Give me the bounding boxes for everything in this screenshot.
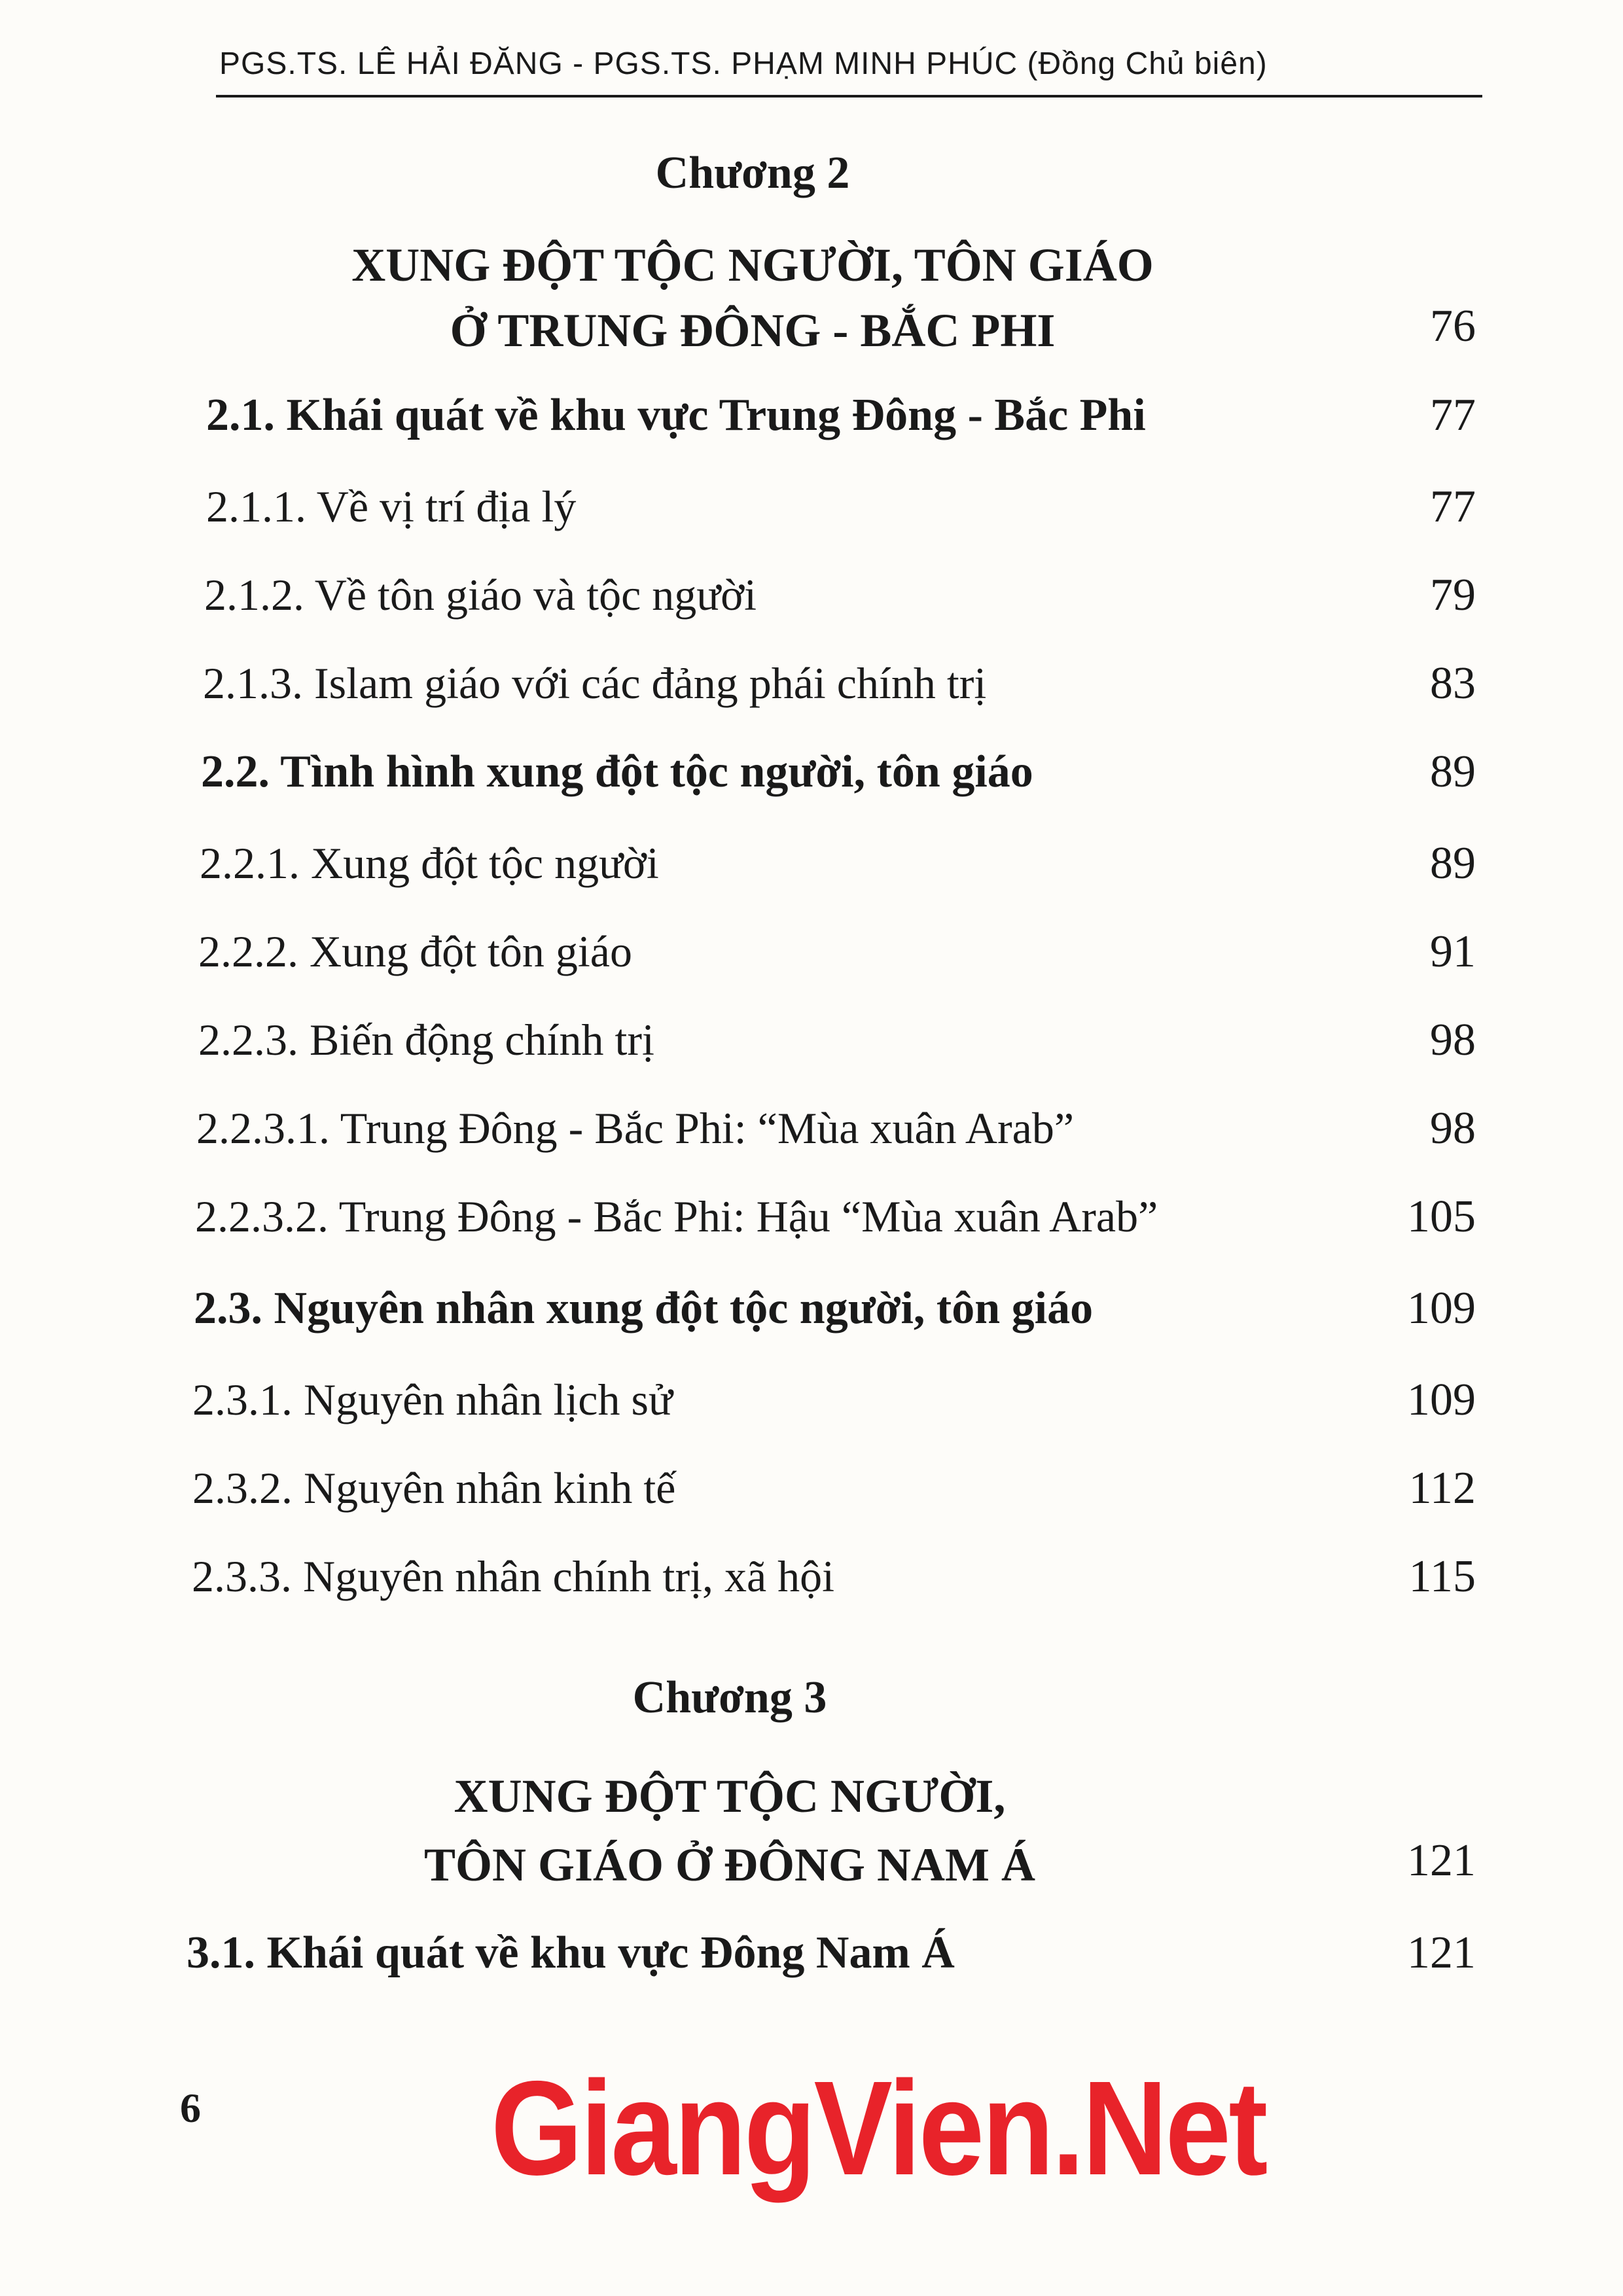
toc-entry-label: 2.2.3.2. Trung Đông - Bắc Phi: Hậu “Mùa xuân Arab” xyxy=(195,1192,1158,1241)
toc-entry-page: 112 xyxy=(1408,1463,1476,1513)
toc-entry-2-2-2[interactable] xyxy=(0,926,1623,991)
toc-entry-2-2-3-2[interactable] xyxy=(0,1191,1623,1256)
toc-entry-page: 115 xyxy=(1408,1551,1476,1602)
chapter-3-title-line-1: XUNG ĐỘT TỘC NGƯỜI, xyxy=(454,1770,1006,1822)
toc-entry-2-1-2[interactable] xyxy=(0,569,1623,635)
toc-entry-2-1[interactable] xyxy=(0,389,1623,455)
toc-entry-2-1-3[interactable] xyxy=(0,658,1623,723)
toc-entry-label: 2.2.2. Xung đột tôn giáo xyxy=(198,927,632,976)
toc-entry-label: 2.1.2. Về tôn giáo và tộc người xyxy=(204,570,757,620)
toc-entry-page: 89 xyxy=(1430,747,1476,797)
chapter-3-title-row xyxy=(0,1832,1623,1898)
chapter-3-page: 121 xyxy=(1407,1835,1476,1886)
toc-entry-2-2-1[interactable] xyxy=(0,838,1623,903)
toc-entry-label: 2.1.3. Islam giáo với các đảng phái chính trị xyxy=(203,658,987,708)
toc-entry-label: 2.3. Nguyên nhân xung đột tộc người, tôn giáo xyxy=(194,1283,1094,1333)
toc-entry-2-3-2[interactable] xyxy=(0,1462,1623,1528)
toc-entry-label: 2.2. Tình hình xung đột tộc người, tôn giáo xyxy=(201,747,1033,797)
toc-entry-2-3-3[interactable] xyxy=(0,1551,1623,1616)
toc-entry-page: 91 xyxy=(1430,927,1476,977)
toc-entry-page: 77 xyxy=(1430,482,1476,532)
toc-entry-label: 2.2.1. Xung đột tộc người xyxy=(200,838,659,888)
toc-entry-3-1[interactable] xyxy=(0,1927,1623,1992)
toc-entry-2-2-3-1[interactable] xyxy=(0,1103,1623,1168)
toc-entry-page: 105 xyxy=(1407,1192,1476,1242)
toc-entry-page: 83 xyxy=(1430,658,1476,709)
toc-entry-2-1-1[interactable] xyxy=(0,481,1623,546)
chapter-2-label: Chương 2 xyxy=(655,148,850,198)
watermark: GiangVien.Net xyxy=(491,2053,1266,2203)
toc-entry-2-3-1[interactable] xyxy=(0,1374,1623,1439)
chapter-2-title-line-2: Ở TRUNG ĐÔNG - BẮC PHI xyxy=(450,304,1056,357)
toc-entry-label: 2.3.3. Nguyên nhân chính trị, xã hội xyxy=(192,1551,835,1601)
toc-entry-page: 109 xyxy=(1407,1283,1476,1333)
toc-entry-label: 2.2.3.1. Trung Đông - Bắc Phi: “Mùa xuân Arab” xyxy=(196,1103,1075,1153)
running-header: PGS.TS. LÊ HẢI ĐĂNG - PGS.TS. PHẠM MINH PHÚC (Đồng Chủ biên) xyxy=(219,46,1268,81)
toc-entry-label: 2.1. Khái quát về khu vực Trung Đông - Bắc Phi xyxy=(206,390,1146,440)
toc-entry-label: 2.3.1. Nguyên nhân lịch sử xyxy=(192,1375,673,1424)
toc-entry-page: 77 xyxy=(1430,390,1476,440)
toc-entry-2-3[interactable] xyxy=(0,1282,1623,1348)
toc-entry-2-2[interactable] xyxy=(0,746,1623,811)
toc-entry-page: 79 xyxy=(1430,570,1476,620)
page-number: 6 xyxy=(180,2085,201,2131)
toc-entry-label: 3.1. Khái quát về khu vực Đông Nam Á xyxy=(187,1928,955,1978)
toc-entry-page: 109 xyxy=(1407,1375,1476,1425)
toc-entry-page: 98 xyxy=(1430,1103,1476,1154)
toc-entry-page: 121 xyxy=(1407,1928,1476,1978)
header-rule xyxy=(216,95,1482,97)
chapter-2-title-line-1: XUNG ĐỘT TỘC NGƯỜI, TÔN GIÁO xyxy=(351,239,1154,291)
toc-entry-label: 2.2.3. Biến động chính trị xyxy=(198,1015,654,1065)
chapter-3-title-line-2: TÔN GIÁO Ở ĐÔNG NAM Á xyxy=(424,1839,1035,1891)
toc-entry-2-2-3[interactable] xyxy=(0,1014,1623,1080)
toc-entry-label: 2.3.2. Nguyên nhân kinh tế xyxy=(192,1463,676,1513)
toc-entry-label: 2.1.1. Về vị trí địa lý xyxy=(206,482,577,531)
chapter-2-title-row xyxy=(0,298,1623,363)
chapter-2-page: 76 xyxy=(1430,301,1476,351)
chapter-3-label: Chương 3 xyxy=(632,1672,827,1723)
toc-entry-page: 89 xyxy=(1430,838,1476,889)
toc-entry-page: 98 xyxy=(1430,1015,1476,1065)
